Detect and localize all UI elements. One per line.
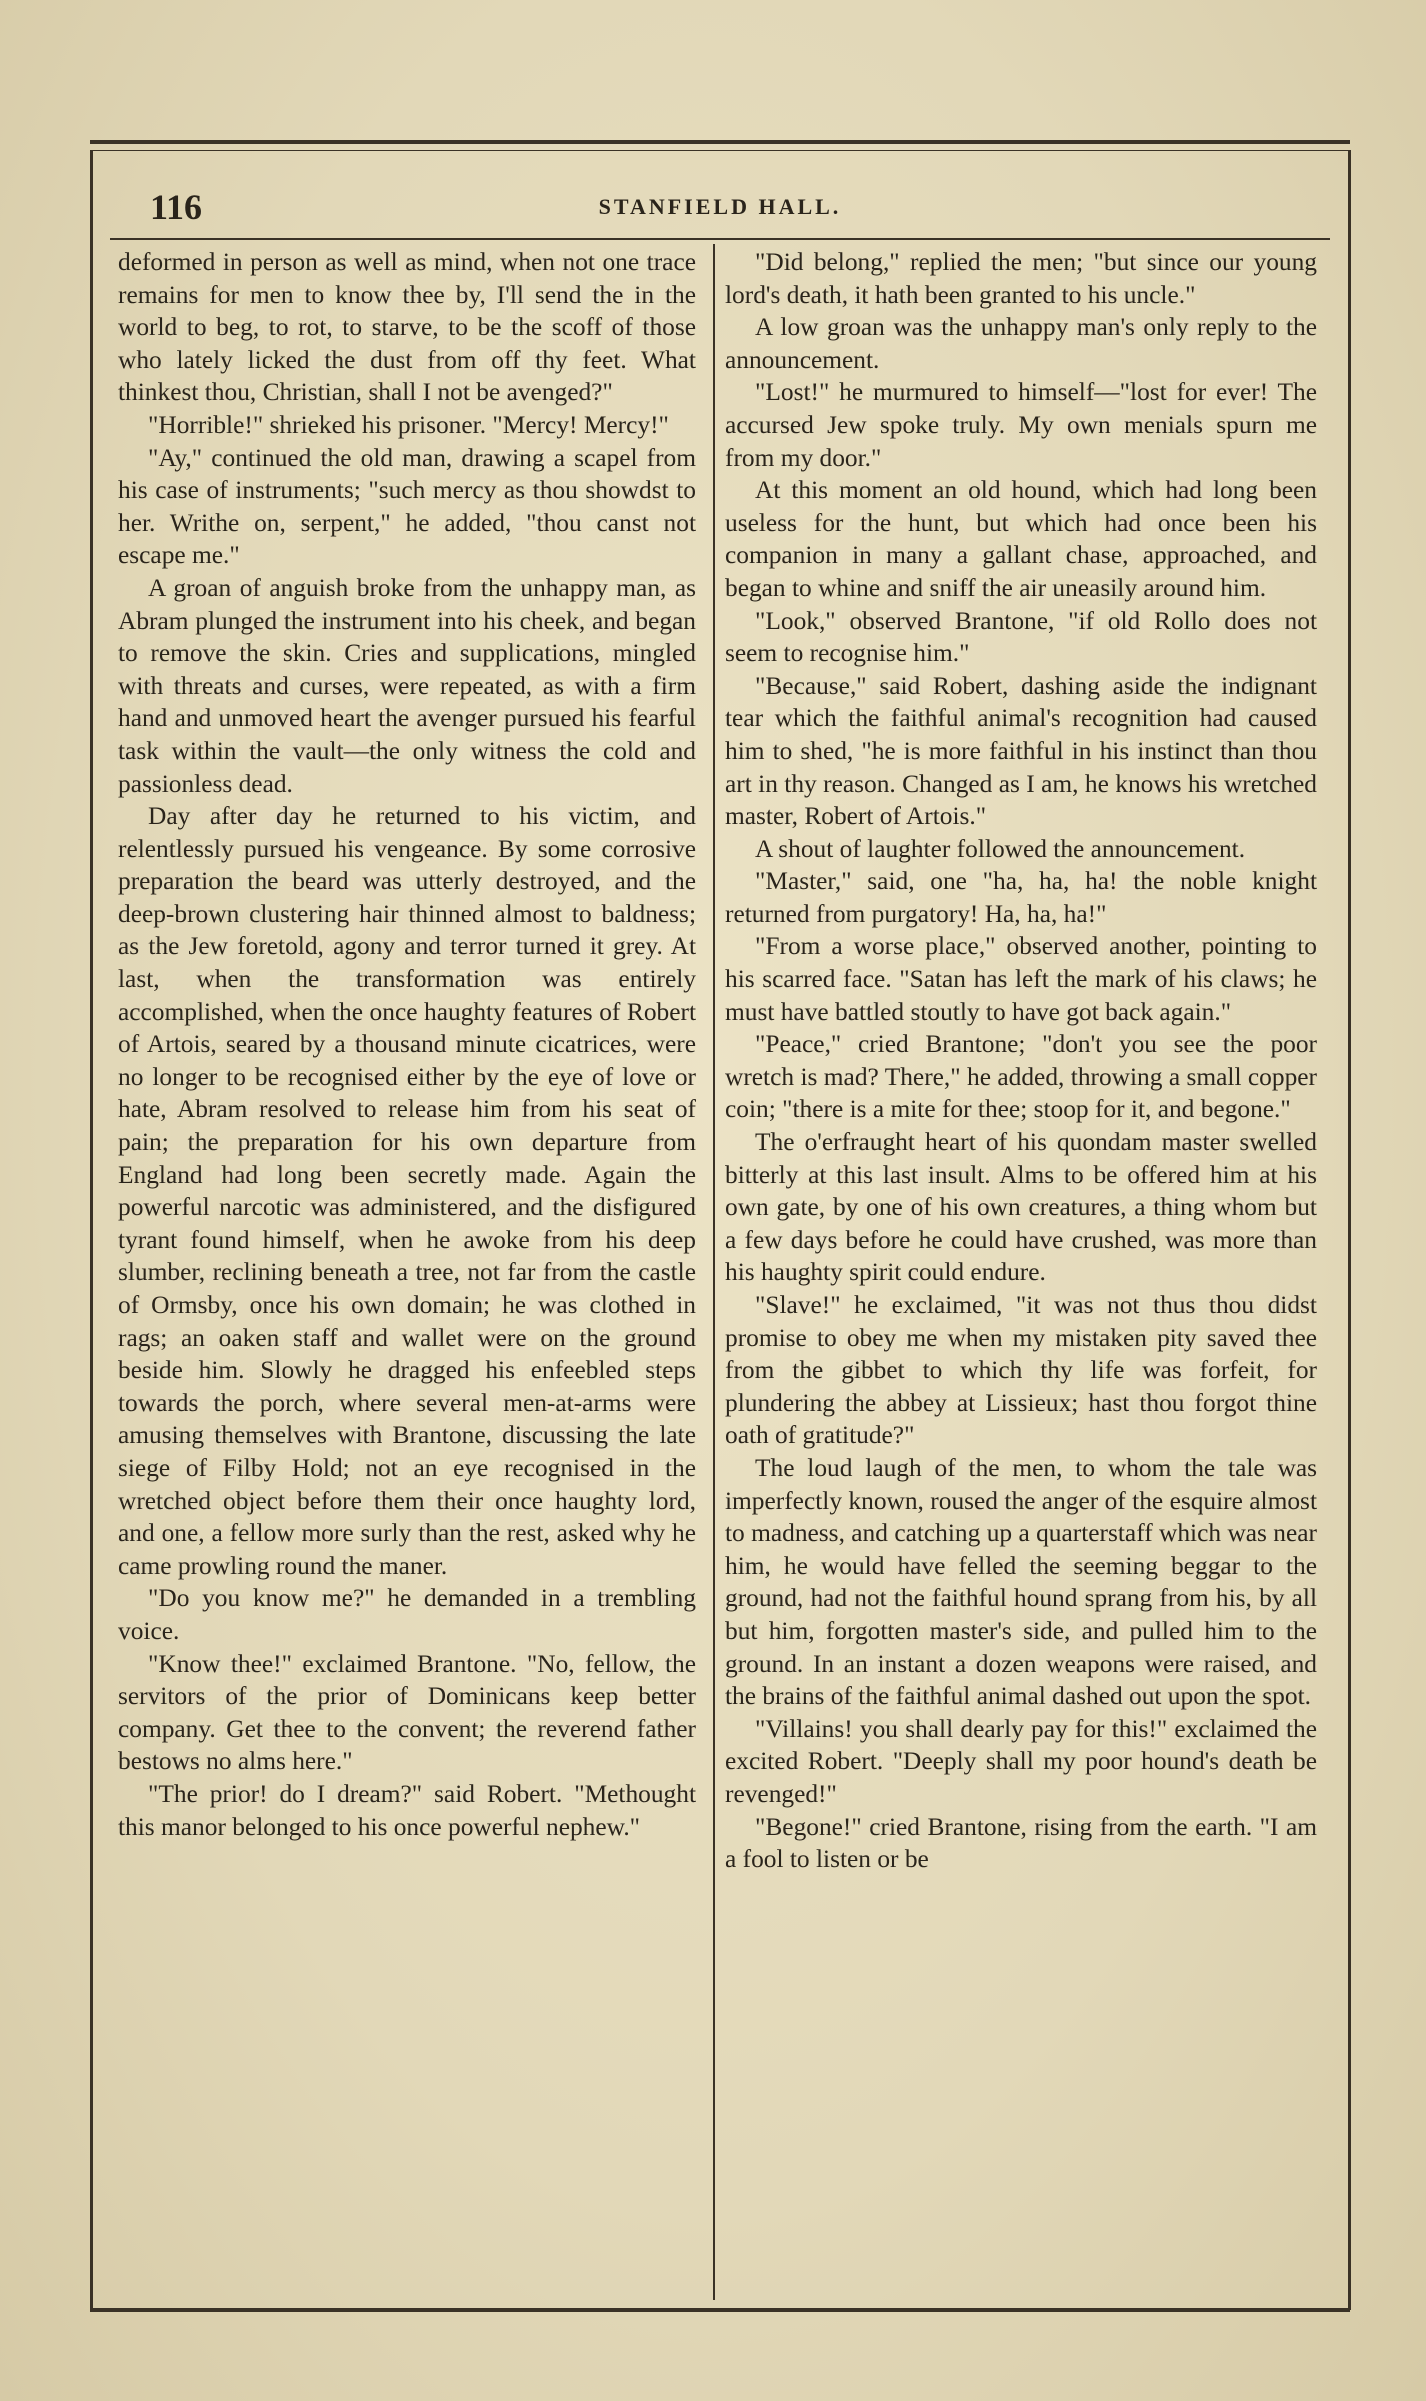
paragraph: The loud laugh of the men, to whom the tale was imperfectly known, roused the anger of the esquire almost to madness, and catching up a quarterstaff which was near him, he would have felled the seeming beggar to the ground, had not the faithful hound sprang from his, by all but him, forgotten master's side, and pulled him to the ground. In an instant a dozen weapons were raised, and the brains of the faithful animal dashed out upon the spot. xyxy=(725,1453,1317,1711)
left-column xyxy=(118,246,696,2302)
paragraph: "Horrible!" shrieked his prisoner. "Mercy! Mercy!" xyxy=(148,410,669,439)
bottom-border-rule xyxy=(90,2308,1350,2312)
column-separator xyxy=(713,244,715,2300)
left-border-rule xyxy=(90,150,93,2310)
paragraph: "Did belong," replied the men; "but since our young lord's death, it hath been granted to his uncle." xyxy=(725,248,1317,309)
paragraph: "From a worse place," observed another, pointing to his scarred face. "Satan has left the mark of his claws; he must have battled stoutly to have got back again." xyxy=(725,932,1317,1026)
paragraph: Day after day he returned to his victim, and relentlessly pursued his vengeance. By some corrosive preparation the beard was utterly destroyed, and the deep-brown clustering hair thinned almost to baldness; as the Jew foretold, agony and terror turned it grey. At last, when the transformation was entirely accomplished, when the once haughty features of Robert of Artois, seared by a thousand minute cicatrices, were no longer to be recognised either by the eye of love or hate, Abram resolved to release him from his seat of pain; the preparation for his own departure from England had long been secretly made. Again the powerful narcotic was administered, and the disfigured tyrant found himself, when he awoke from his deep slumber, reclining beneath a tree, not far from the castle of Ormsby, once his own domain; he was clothed in rags; an oaken staff and wallet were on the ground beside him. Slowly he dragged his enfeebled steps towards the porch, where several men-at-arms were amusing themselves with Brantone, discussing the late siege of Filby Hold; not an eye recognised in the wretched object before them their once haughty lord, and one, a fellow more surly than the rest, asked why he came prowling round the maner. xyxy=(118,802,696,1580)
paragraph: "Begone!" cried Brantone, rising from the earth. "I am a fool to listen or be xyxy=(725,1812,1317,1874)
paragraph: "Peace," cried Brantone; "don't you see the poor wretch is mad? There," he added, throwing a small copper coin; "there is a mite for thee; stoop for it, and begone." xyxy=(725,1030,1317,1124)
paragraph: The o'erfraught heart of his quondam master swelled bitterly at this last insult. Alms to be offered him at his own gate, by one of his own creatures, a thing whom but a few days before he could have crushed, was more than his haughty spirit could endure. xyxy=(725,1128,1317,1287)
page-header xyxy=(110,180,1330,234)
paragraph: A low groan was the unhappy man's only reply to the announcement. xyxy=(725,313,1317,374)
paragraph: "Villains! you shall dearly pay for this!" exclaimed the excited Robert. "Deeply shall my poor hound's death be revenged!" xyxy=(725,1714,1317,1808)
top-border-thin-rule xyxy=(90,150,1350,151)
paragraph: "Look," observed Brantone, "if old Rollo does not seem to recognise him." xyxy=(725,606,1317,668)
paragraph: At this moment an old hound, which had long been useless for the hunt, but which had once been his companion in many a gallant chase, approached, and began to whine and sniff the air uneasily around him. xyxy=(725,476,1317,602)
running-title: STANFIELD HALL. xyxy=(598,194,842,219)
paragraph: "Do you know me?" he demanded in a trembling voice. xyxy=(118,1584,696,1645)
paragraph: "Because," said Robert, dashing aside the indignant tear which the faithful animal's recognition had caused him to shed, "he is more faithful in his instinct than thou art in thy reason. Changed as I am, he knows his wretched master, Robert of Artois." xyxy=(725,671,1317,831)
right-column xyxy=(725,246,1317,2302)
paragraph: deformed in person as well as mind, when not one trace remains for men to know thee by, I'll send the in the world to beg, to rot, to starve, to be the scoff of those who lately licked the dust from off thy feet. What thinkest thou, Christian, shall I not be avenged?" xyxy=(118,248,696,407)
top-border-rule xyxy=(90,140,1350,144)
paragraph: "The prior! do I dream?" said Robert. "Methought this manor belonged to his once powerful nephew." xyxy=(118,1779,696,1841)
header-rule xyxy=(110,238,1330,240)
paragraph: "Lost!" he murmured to himself—"lost for ever! The accursed Jew spoke truly. My own menials spurn me from my door." xyxy=(725,378,1317,472)
paragraph: "Slave!" he exclaimed, "it was not thus thou didst promise to obey me when my mistaken pity saved thee from the gibbet to which thy life was forfeit, for plundering the abbey at Lissieux; hast thou forgot thine oath of gratitude?" xyxy=(725,1291,1317,1450)
paragraph: "Ay," continued the old man, drawing a scapel from his case of instruments; "such mercy as thou showdst to her. Writhe on, serpent," he added, "thou canst not escape me." xyxy=(118,443,696,570)
paragraph: A shout of laughter followed the announcement. xyxy=(755,834,1246,863)
paragraph: A groan of anguish broke from the unhappy man, as Abram plunged the instrument into his cheek, and began to remove the skin. Cries and supplications, mingled with threats and curses, were repeated, as with a firm hand and unmoved heart the avenger pursued his fearful task within the vault—the only witness the cold and passionless dead. xyxy=(118,573,696,798)
paragraph: "Know thee!" exclaimed Brantone. "No, fellow, the servitors of the prior of Dominicans keep better company. Get thee to the convent; the reverend father bestows no alms here." xyxy=(118,1649,696,1776)
right-border-rule xyxy=(1348,150,1351,2310)
page-number: 116 xyxy=(150,187,203,227)
paragraph: "Master," said, one "ha, ha, ha! the noble knight returned from purgatory! Ha, ha, ha!" xyxy=(725,867,1317,928)
